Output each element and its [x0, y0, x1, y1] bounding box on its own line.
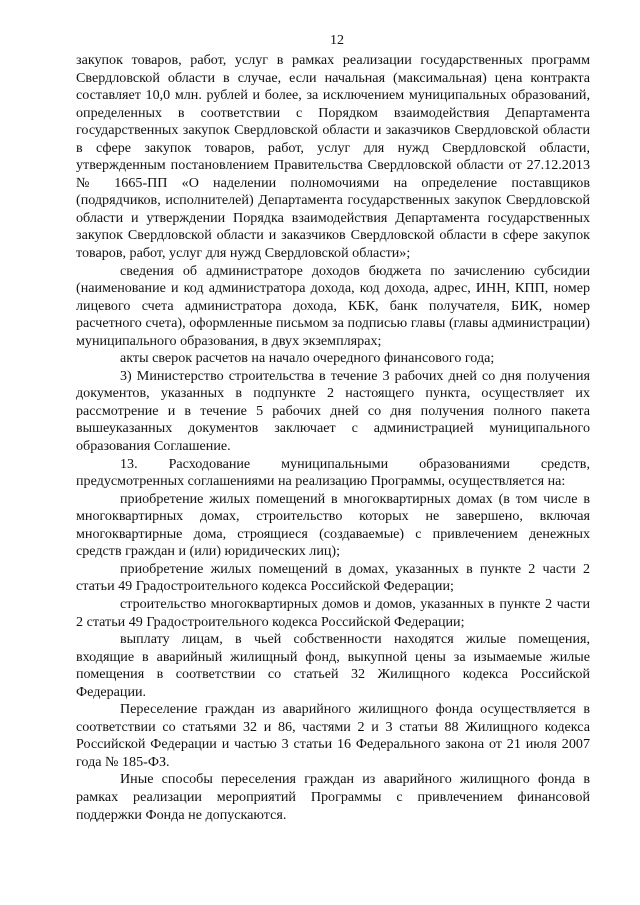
document-body	[76, 52, 590, 824]
paragraph-6: приобретение жилых помещений в многоквартирных домах (в том числе в многоквартирных домах, строительство которых не завершено, включая многоквартирные дома, строящиеся (создаваемые) с привлечением денежных средств граждан и (или) юридических лиц);	[76, 490, 590, 560]
paragraph-11: Иные способы переселения граждан из аварийного жилищного фонда в рамках реализации мероприятий Программы с привлечением финансовой поддержки Фонда не допускаются.	[76, 771, 590, 823]
paragraph-1: закупок товаров, работ, услуг в рамках реализации государственных программ Свердловской области в случае, если начальная (максимальная) цена контракта составляет 10,0 млн. рублей и более, за исключением муниципальных образований, определенных в соответствии с Порядком взаимодействия Департамента государственных закупок Свердловской области и заказчиков Свердловской области в сфере закупок товаров, работ, услуг для нужд Свердловской области, утвержденным постановлением Правительства Свердловской области от 27.12.2013 № 1665-ПП «О наделении полномочиями на определение поставщиков (подрядчиков, исполнителей) Департамента государственных закупок Свердловской области и утверждении Порядка взаимодействия Департамента государственных закупок Свердловской области и заказчиков Свердловской области в сфере закупок товаров, работ, услуг для нужд Свердловской области»;	[76, 52, 590, 262]
paragraph-9: выплату лицам, в чьей собственности находятся жилые помещения, входящие в аварийный жилищный фонд, выкупной цены за изымаемые жилые помещения в соответствии со статьей 32 Жилищного кодекса Российской Федерации.	[76, 631, 590, 700]
paragraph-7: приобретение жилых помещений в домах, указанных в пункте 2 части 2 статьи 49 Градостроительного кодекса Российской Федерации;	[76, 560, 590, 595]
paragraph-10: Переселение граждан из аварийного жилищного фонда осуществляется в соответствии со статьями 32 и 86, частями 2 и 3 статьи 88 Жилищного кодекса Российской Федерации и частью 3 статьи 16 Федерального закона от 21 июля 2007 года № 185-ФЗ.	[76, 701, 590, 770]
paragraph-4: 3) Министерство строительства в течение 3 рабочих дней со дня получения документов, указанных в подпункте 2 настоящего пункта, осуществляет их рассмотрение и в течение 5 рабочих дней со дня получения полного пакета вышеуказанных документов заключает с администрацией муниципального образования Соглашение.	[76, 367, 590, 455]
page-number: 12	[329, 32, 345, 48]
paragraph-5: 13. Расходование муниципальными образованиями средств, предусмотренных соглашениями на реализацию Программы, осуществляется на:	[76, 455, 590, 490]
paragraph-2: сведения об администраторе доходов бюджета по зачислению субсидии (наименование и код администратора дохода, код дохода, адрес, ИНН, КПП, номер лицевого счета администратора дохода, КБК, банк получателя, БИК, номер расчетного счета), оформленные письмом за подписью главы (главы администрации) муниципального образования, в двух экземплярах;	[76, 262, 590, 349]
paragraph-8: строительство многоквартирных домов и домов, указанных в пункте 2 части 2 статьи 49 Градостроительного кодекса Российской Федерации;	[76, 595, 590, 630]
paragraph-3: акты сверок расчетов на начало очередного финансового года;	[120, 350, 495, 367]
